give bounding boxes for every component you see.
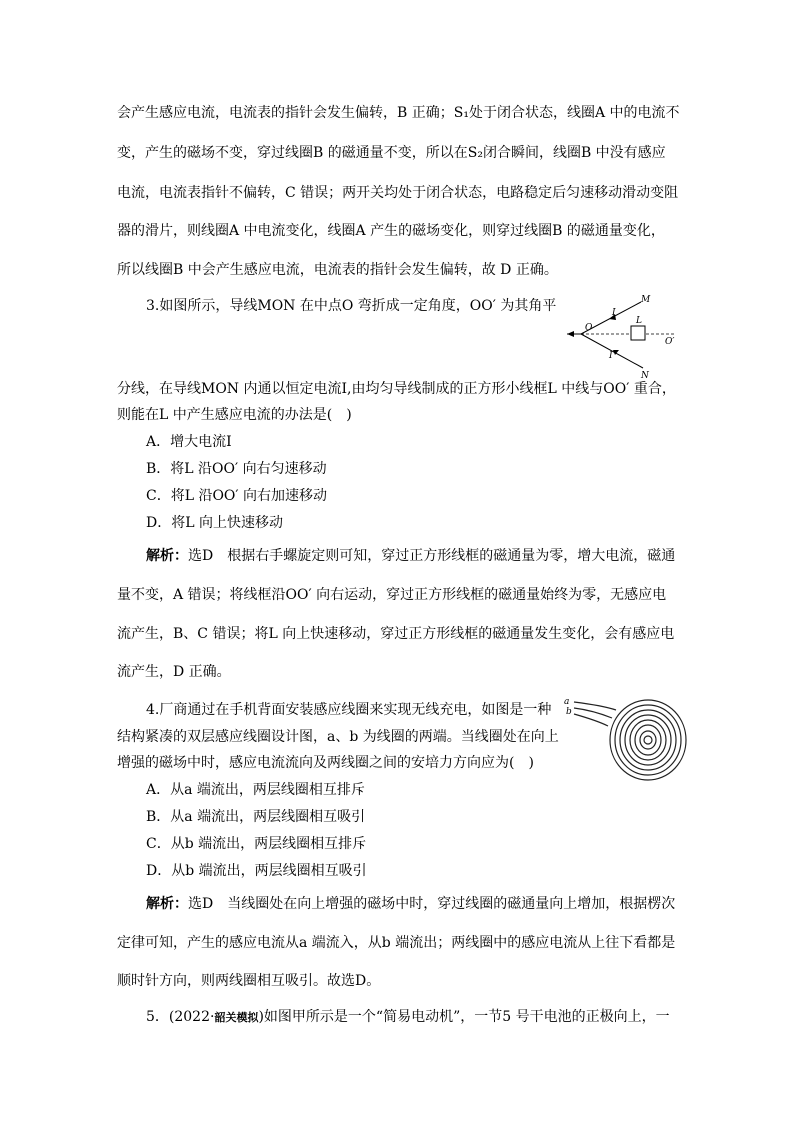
q4-analysis: 顺时针方向，则两线圈相互吸引。故选D。 — [117, 973, 381, 989]
q3-stem: 分线，在导线MON 内通以恒定电流I,由均匀导线制成的正方形小线框L 中线与OO′ 重合， — [117, 381, 676, 397]
q5-stem — [146, 1007, 670, 1028]
analysis-label: 解析： — [146, 896, 188, 912]
label-l: L — [636, 316, 642, 326]
paragraph-line: 变，产生的磁场不变，穿过线圈B 的磁通量不变，所以在S₂闭合瞬间，线圈B 中没有感应 — [117, 145, 666, 161]
q4-option-b: B．从a 端流出，两层线圈相互吸引 — [146, 809, 366, 825]
label-b: b — [566, 707, 572, 717]
paragraph-line: 器的滑片，则线圈A 中电流变化，线圈A 产生的磁场变化，则穿过线圈B 的磁通量变化， — [117, 223, 665, 239]
q4-option-c: C．从b 端流出，两层线圈相互排斥 — [146, 836, 367, 852]
label-m: M — [641, 295, 651, 305]
q4-stem: 4.厂商通过在手机背面安装感应线圈来实现无线充电，如图是一种 — [146, 702, 552, 718]
q4-figure-double-coil — [560, 696, 690, 782]
q4-analysis: 定律可知，产生的感应电流从a 端流入，从b 端流出；两线圈中的感应电流从上往下看都是 — [117, 935, 676, 951]
label-o: O — [585, 323, 593, 333]
q3-stem: 则能在L 中产生感应电流的办法是( ) — [117, 407, 352, 423]
q4-stem: 增强的磁场中时，感应电流流向及两线圈之间的安培力方向应为( ) — [117, 755, 534, 771]
label-current-bottom: I — [609, 351, 613, 361]
q3-analysis: 量不变，A 错误；将线框沿OO′ 向右运动，穿过正方形线框的磁通量始终为零，无感应电 — [117, 587, 667, 603]
q3-option-c: C．将L 沿OO′ 向右加速移动 — [146, 488, 328, 504]
q3-option-b: B．将L 沿OO′ 向右匀速移动 — [146, 461, 327, 477]
q3-analysis — [146, 546, 675, 566]
q4-option-d: D．从b 端流出，两层线圈相互吸引 — [146, 863, 367, 879]
paragraph-line: 电流，电流表指针不偏转，C 错误；两开关均处于闭合状态，电路稳定后匀速移动滑动变阻 — [117, 185, 679, 201]
q3-option-a: A．增大电流I — [146, 434, 232, 450]
analysis-label: 解析： — [146, 548, 188, 564]
q3-analysis: 流产生，B、C 错误；将L 向上快速移动，穿过正方形线框的磁通量发生变化，会有感应电 — [117, 626, 675, 642]
q4-analysis — [146, 894, 675, 914]
q3-option-d: D．将L 向上快速移动 — [146, 515, 283, 531]
analysis-text: 选D 根据右手螺旋定则可知，穿过正方形线框的磁通量为零，增大电流，磁通 — [188, 548, 676, 564]
q5-text: )如图甲所示是一个“简易电动机”，一节5 号干电池的正极向上，一 — [258, 1009, 670, 1025]
paragraph-line: 所以线圈B 中会产生感应电流，电流表的指针会发生偏转，故 D 正确。 — [117, 262, 558, 278]
q4-option-a: A．从a 端流出，两层线圈相互排斥 — [146, 782, 365, 798]
label-o-prime: O′ — [665, 337, 675, 347]
q5-source: 韶关模拟 — [214, 1011, 259, 1024]
label-n: N — [641, 371, 649, 380]
q4-stem: 结构紧凑的双层感应线圈设计图，a、b 为线圈的两端。当线圈处在向上 — [117, 729, 559, 745]
q3-stem: 3.如图所示，导线MON 在中点O 弯折成一定角度，OO′ 为其角平 — [146, 298, 557, 314]
q5-prefix: 5．(2022· — [146, 1009, 215, 1025]
paragraph-line: 会产生感应电流，电流表的指针会发生偏转，B 正确；S₁处于闭合状态，线圈A 中的电流不 — [117, 105, 680, 121]
label-current-top: I — [612, 308, 616, 318]
q3-analysis: 流产生，D 正确。 — [117, 664, 231, 680]
label-a: a — [564, 697, 570, 707]
q3-figure-wire-diagram — [567, 292, 679, 380]
analysis-text: 选D 当线圈处在向上增强的磁场中时，穿过线圈的磁通量向上增加，根据楞次 — [188, 896, 676, 912]
